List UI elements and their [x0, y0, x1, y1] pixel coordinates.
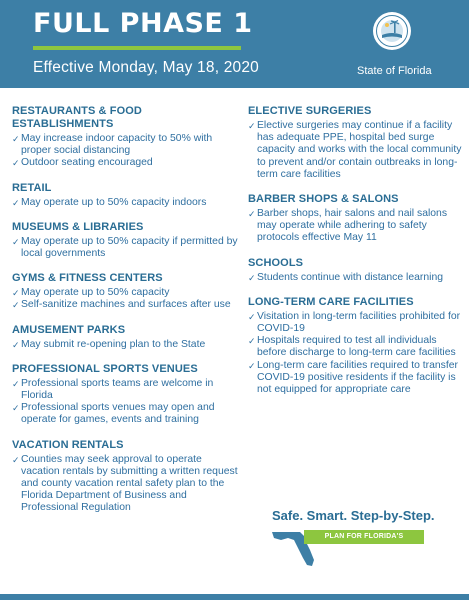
florida-state-seal-icon	[372, 11, 412, 51]
effective-date: Effective Monday, May 18, 2020	[33, 59, 259, 76]
section-sports-venues	[12, 363, 240, 427]
left-column	[12, 105, 240, 527]
check-icon: ✓	[12, 403, 20, 414]
check-icon: ✓	[12, 288, 20, 299]
state-label: State of Florida	[357, 65, 432, 77]
section-heading: BARBER SHOPS & SALONS	[248, 193, 399, 206]
section-heading: PROFESSIONAL SPORTS VENUES	[12, 362, 198, 375]
section-long-term-care	[248, 296, 463, 396]
recovery-plan-logo	[258, 508, 458, 590]
page-title: FULL PHASE 1	[33, 8, 253, 39]
check-icon: ✓	[248, 311, 256, 322]
list-item: ✓ Outdoor seating encouraged	[12, 157, 153, 169]
section-heading: LONG-TERM CARE FACILITIES	[248, 295, 414, 308]
list-item: ✓ Students continue with distance learning	[248, 271, 443, 283]
section-vacation-rentals	[12, 439, 240, 515]
check-icon: ✓	[248, 272, 256, 283]
check-icon: ✓	[12, 158, 20, 169]
list-item: ✓ Hospitals required to test all individuals before discharge to long-term care facilities	[248, 335, 456, 359]
section-heading: GYMS & FITNESS CENTERS	[12, 272, 163, 285]
section-gyms	[12, 272, 240, 311]
check-icon: ✓	[248, 209, 256, 220]
list-item: ✓ Visitation in long-term facilities prohibited for COVID-19	[248, 310, 461, 335]
title-underline	[33, 46, 241, 50]
list-item: ✓ May increase indoor capacity to 50% with proper social distancing	[12, 133, 213, 157]
section-barber-shops	[248, 193, 463, 245]
check-icon: ✓	[12, 300, 20, 311]
section-heading: AMUSEMENT PARKS	[12, 323, 126, 336]
check-icon: ✓	[248, 360, 256, 371]
section-museums	[12, 221, 240, 260]
plan-banner: PLAN FOR FLORIDA'S RECOVERY	[304, 530, 424, 544]
check-icon: ✓	[12, 236, 20, 247]
check-icon: ✓	[12, 134, 20, 144]
section-schools	[248, 257, 463, 284]
section-heading: ELECTIVE SURGERIES	[248, 105, 372, 117]
section-heading: MUSEUMS & LIBRARIES	[12, 220, 144, 233]
check-icon: ✓	[12, 454, 20, 465]
section-heading: RETAIL	[12, 181, 52, 194]
list-item: ✓ Long-term care facilities required to transfer COVID-19 positive residents if the facility is not equipped for appropriate care	[248, 359, 458, 396]
section-elective-surgeries	[248, 105, 463, 181]
right-column	[248, 105, 463, 408]
slogan: Safe. Smart. Step-by-Step.	[272, 508, 435, 523]
section-amusement-parks	[12, 324, 240, 351]
section-retail	[12, 182, 240, 209]
list-item: ✓ May operate up to 50% capacity indoors	[12, 196, 207, 208]
list-item: ✓ Professional sports teams are welcome in Florida	[12, 377, 214, 402]
list-item: ✓ Counties may seek approval to operate vacation rentals by submitting a written request and county vacation rental safety plan to the Florida Department of Business and Professional Regulation	[12, 453, 238, 514]
list-item: ✓ May operate up to 50% capacity if permitted by local governments	[12, 235, 238, 260]
header-banner	[0, 0, 469, 88]
list-item: ✓ Self-sanitize machines and surfaces after use	[12, 299, 231, 311]
list-item: ✓ Professional sports venues may open and operate for games, events and training	[12, 402, 215, 426]
list-item: ✓ May operate up to 50% capacity	[12, 287, 170, 299]
list-item: ✓ Elective surgeries may continue if a facility has adequate PPE, hospital bed surge capacity and works with the local community to prevent and/or contain outbreaks in long-term care facilities	[248, 120, 462, 180]
check-icon: ✓	[248, 336, 256, 347]
list-item: ✓ May submit re-opening plan to the State	[12, 338, 206, 350]
section-heading: VACATION RENTALS	[12, 438, 124, 451]
check-icon: ✓	[12, 339, 20, 350]
check-icon: ✓	[12, 197, 20, 208]
footer-bar	[0, 594, 469, 600]
section-restaurants	[12, 105, 240, 170]
check-icon: ✓	[12, 378, 20, 389]
check-icon: ✓	[248, 121, 256, 131]
list-item: ✓ Barber shops, hair salons and nail salons may operate while adhering to safety protocols effective May 11	[248, 208, 448, 244]
section-heading: SCHOOLS	[248, 256, 304, 269]
section-heading: RESTAURANTS & FOOD ESTABLISHMENTS	[12, 105, 142, 130]
